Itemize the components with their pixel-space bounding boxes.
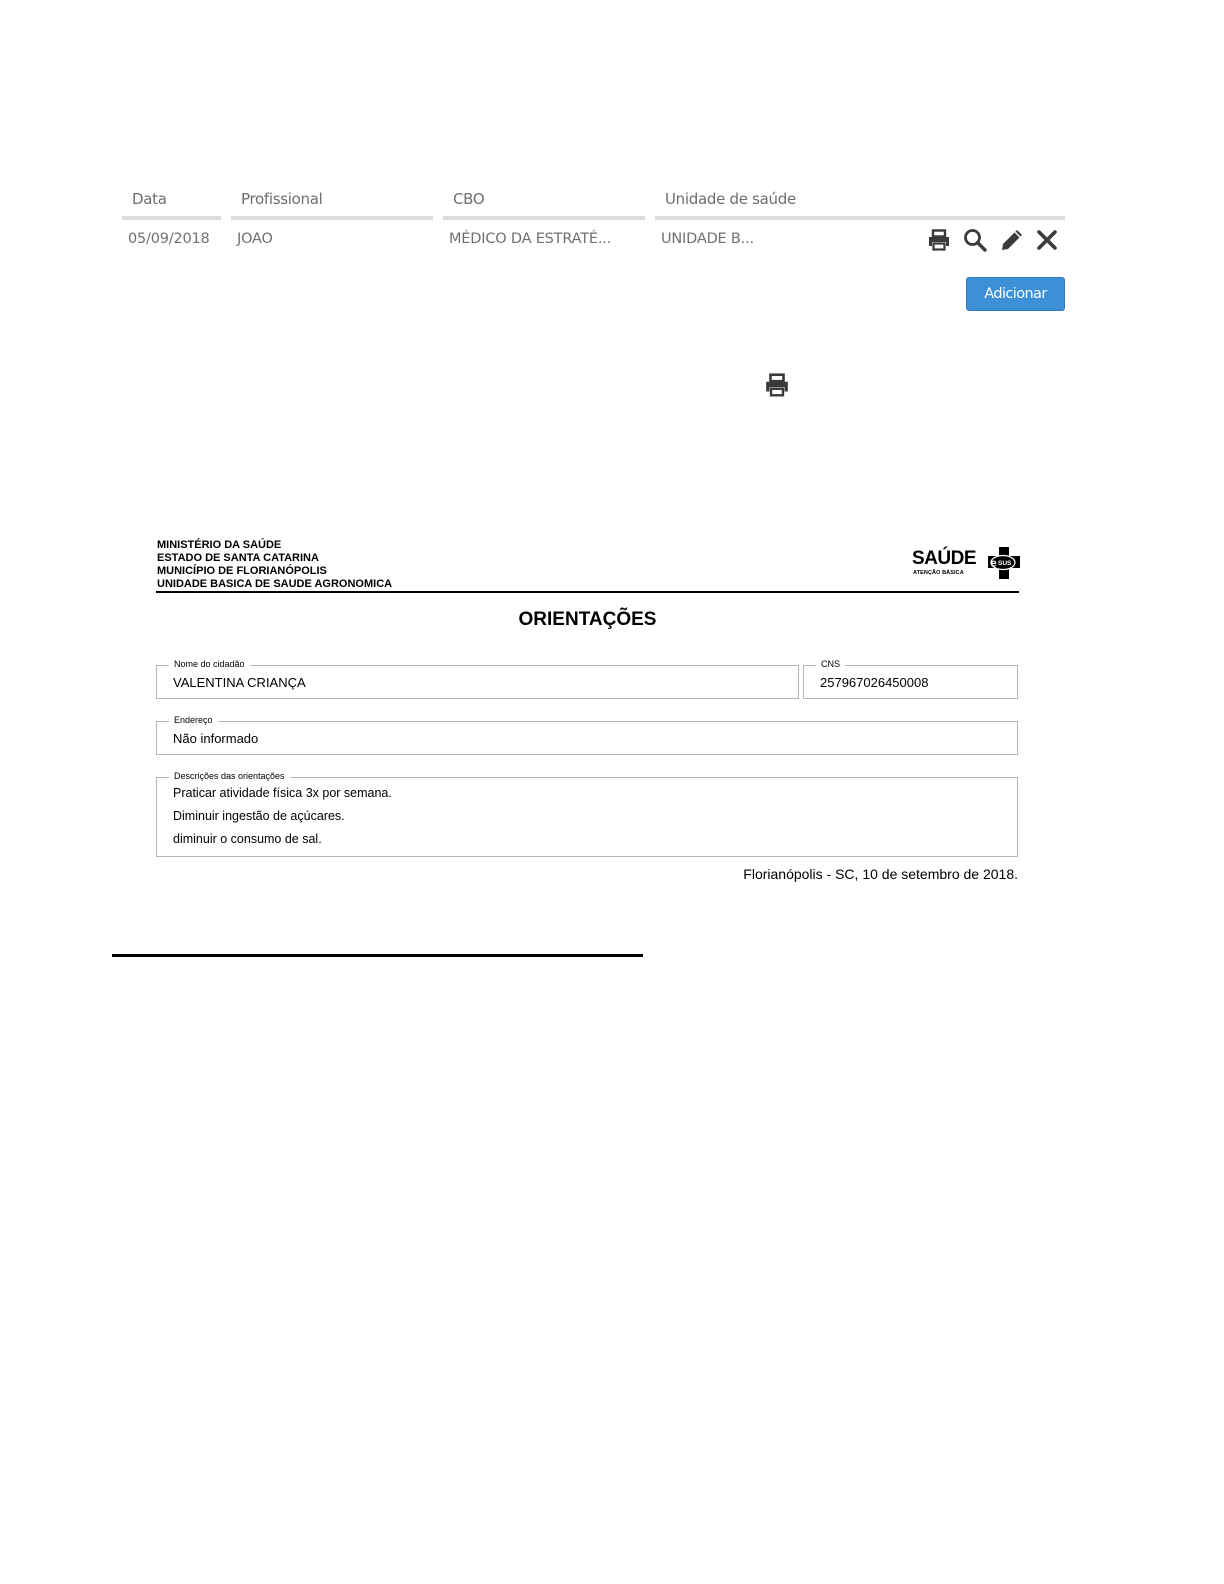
view-row-button[interactable] bbox=[961, 226, 989, 254]
column-underline bbox=[443, 216, 645, 220]
description-line: Diminuir ingestão de açúcares. bbox=[173, 809, 345, 823]
field-value: 257967026450008 bbox=[820, 675, 929, 690]
print-button[interactable] bbox=[762, 371, 792, 399]
field-value: Não informado bbox=[173, 731, 259, 746]
cell-profissional: JOAO bbox=[237, 231, 273, 247]
cell-cbo: MÉDICO DA ESTRATÉ... bbox=[449, 231, 612, 247]
column-underline bbox=[122, 216, 221, 220]
pencil-icon bbox=[1000, 228, 1024, 252]
cell-unidade: UNIDADE B... bbox=[661, 231, 754, 247]
header-state: ESTADO DE SANTA CATARINA bbox=[157, 552, 319, 564]
edit-row-button[interactable] bbox=[998, 226, 1026, 254]
search-icon bbox=[963, 228, 987, 252]
place-date: Florianópolis - SC, 10 de setembro de 2018. bbox=[743, 866, 1018, 882]
delete-row-button[interactable] bbox=[1033, 226, 1061, 254]
description-line: Praticar atividade física 3x por semana. bbox=[173, 786, 392, 800]
svg-text:e: e bbox=[990, 557, 997, 570]
header-municipality: MUNICÍPIO DE FLORIANÓPOLIS bbox=[157, 565, 327, 577]
field-nome bbox=[156, 659, 799, 699]
column-underline bbox=[231, 216, 433, 220]
field-cns bbox=[803, 659, 1018, 699]
header-divider bbox=[156, 591, 1019, 593]
header-unit: UNIDADE BASICA DE SAUDE AGRONOMICA bbox=[157, 578, 393, 590]
field-endereco bbox=[156, 715, 1018, 755]
description-line: diminuir o consumo de sal. bbox=[173, 832, 322, 846]
header-ministry: MINISTÉRIO DA SAÚDE bbox=[157, 539, 282, 551]
printer-icon bbox=[764, 373, 790, 397]
saude-esus-logo: SAÚDE ATENÇÃO BÁSICA e SUS bbox=[912, 546, 1022, 582]
field-value: VALENTINA CRIANÇA bbox=[173, 675, 306, 690]
column-header-cbo[interactable]: CBO bbox=[453, 190, 485, 208]
add-button[interactable]: Adicionar bbox=[966, 277, 1065, 311]
close-icon bbox=[1036, 229, 1058, 251]
column-header-profissional[interactable]: Profissional bbox=[241, 190, 323, 208]
print-row-button[interactable] bbox=[925, 226, 953, 254]
printer-icon bbox=[927, 229, 951, 251]
field-label: Nome do cidadão bbox=[169, 658, 250, 670]
field-label: CNS bbox=[816, 658, 845, 670]
report-title: ORIENTAÇÕES bbox=[518, 609, 657, 630]
cell-data: 05/09/2018 bbox=[128, 231, 210, 247]
signature-line bbox=[112, 954, 643, 957]
sus-cross-icon bbox=[982, 546, 1022, 580]
svg-text:SUS: SUS bbox=[998, 560, 1012, 567]
field-label: Descrições das orientações bbox=[169, 770, 290, 782]
column-header-unidade[interactable]: Unidade de saúde bbox=[665, 190, 796, 208]
field-descricoes bbox=[156, 771, 1018, 857]
column-underline bbox=[655, 216, 1065, 220]
field-label: Endereço bbox=[169, 714, 218, 726]
column-header-data[interactable]: Data bbox=[132, 190, 167, 208]
